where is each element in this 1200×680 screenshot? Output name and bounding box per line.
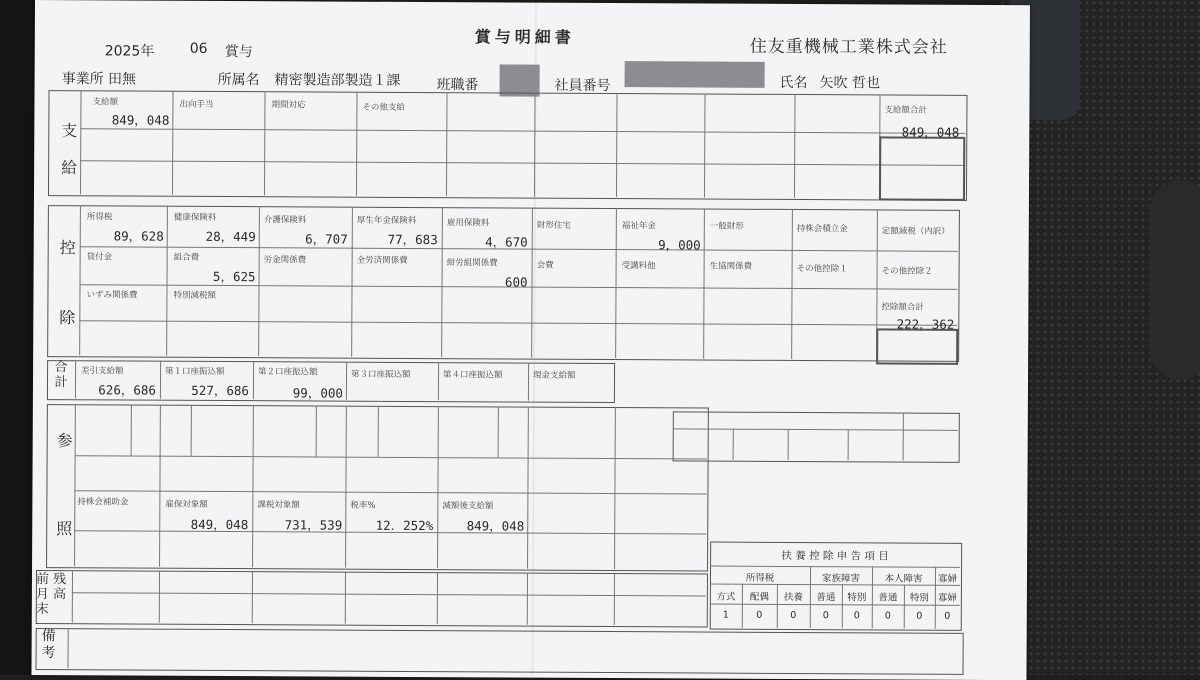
label-tax-reduction: 定額減税（内訳）: [881, 226, 950, 237]
label-account-4: 第４口座振込額: [443, 370, 503, 381]
dependents-title: 扶 養 控 除 申 告 項 目: [781, 549, 889, 563]
deduction-heading-1: 控: [59, 238, 76, 258]
value-welfare-pension: 9，000: [658, 237, 701, 253]
value-deduction-total: 222，362: [896, 316, 955, 332]
redacted-employee-number: [625, 61, 765, 88]
team-label: 班職番: [436, 77, 479, 94]
label-pension: 厚生年金保険料: [356, 215, 417, 226]
totals-heading: 合 計: [54, 360, 68, 391]
label-membership: 会費: [536, 260, 554, 271]
office: 事業所 田無: [61, 71, 137, 88]
payslip-document: [31, 0, 1030, 680]
label-other-deduction-1: その他控除１: [796, 263, 848, 275]
month: 06: [189, 40, 208, 57]
value-employment-insurance: 4，670: [485, 234, 528, 250]
dep-group-income-tax: 所得税: [745, 572, 775, 584]
value-pay-amount: 849，048: [111, 112, 170, 128]
label-housing-savings: 財形住宅: [536, 220, 571, 231]
dep-val-dependent: 0: [790, 609, 797, 621]
dep-val-widow: 0: [944, 610, 951, 622]
label-loan: 貸付金: [86, 252, 113, 263]
name-label: 氏名: [779, 74, 808, 92]
value-income-tax: 89，628: [113, 228, 164, 244]
label-account-3: 第３口座振込額: [351, 369, 411, 380]
label-other-pay: その他支給: [362, 102, 405, 113]
deduction-heading-2: 除: [59, 308, 76, 328]
label-stock-subsidy: 持株会補助金: [77, 497, 129, 508]
department: 精密製造部製造１課: [274, 72, 401, 89]
dep-val-method: 1: [722, 609, 729, 621]
payment-total-box: [879, 136, 965, 200]
reference-heading-2: 照: [56, 519, 73, 539]
bonus-type: 賞与: [224, 43, 253, 61]
label-care-insurance: 介護保険料: [263, 215, 307, 226]
dep-col-widow: 寡婦: [937, 592, 957, 604]
company-name: 住友重機械工業株式会社: [749, 36, 948, 58]
dep-col-family-special: 特別: [847, 592, 867, 604]
label-taxable-amount: 課税対象額: [257, 500, 300, 511]
label-account-1: 第１口座振込額: [165, 366, 225, 377]
value-pension: 77，683: [387, 231, 438, 248]
remarks-section: [35, 628, 963, 675]
reference-heading-1: 参: [56, 431, 73, 451]
background-object: [1150, 180, 1200, 380]
label-labor-bank: 労金関係費: [263, 255, 307, 266]
dep-val-family-special: 0: [853, 610, 860, 622]
label-period: 期間対応: [271, 100, 306, 111]
dep-col-self-normal: 普通: [878, 592, 898, 604]
payment-heading-2: 給: [61, 158, 78, 178]
deduction-total-box: [876, 328, 958, 364]
dep-col-dependent: 扶養: [783, 591, 803, 604]
label-employment-base: 雇保対象額: [165, 499, 208, 510]
value-taxable-amount: 731，539: [284, 517, 343, 533]
label-coop: 生協関係費: [709, 261, 753, 272]
dep-group-self-disability: 本人障害: [884, 573, 923, 585]
dep-val-family-normal: 0: [822, 610, 829, 622]
value-care-insurance: 6，707: [305, 231, 348, 247]
remarks-heading: 備 考: [41, 628, 56, 662]
value-tax-rate: 12．252%: [375, 517, 434, 534]
label-stock-fund: 持株会積立金: [796, 223, 848, 235]
label-net-pay: 差引支給額: [81, 366, 124, 377]
label-cash-pay: 現金支給額: [533, 370, 576, 381]
employee-label: 社員番号: [554, 77, 611, 95]
label-mutual-aid: 全労済関係費: [356, 255, 408, 266]
label-other-deduction-2: その他控除２: [881, 266, 933, 277]
label-deduction-total: 控除額合計: [881, 302, 924, 313]
label-secondment: 出向手当: [179, 99, 214, 110]
dep-val-self-special: 0: [916, 610, 923, 622]
payment-heading-1: 支: [61, 121, 78, 141]
dep-col-self-special: 特別: [909, 592, 929, 604]
value-union-fee: 5，625: [212, 268, 256, 285]
balance-section: [36, 570, 708, 628]
employee-name: 矢吹 哲也: [819, 75, 881, 92]
label-special-reduction: 特別減税額: [173, 290, 216, 301]
label-izumi: いずみ関係費: [86, 290, 138, 301]
label-account-2: 第２口座振込額: [258, 367, 318, 378]
label-payment-total: 支給額合計: [884, 105, 927, 116]
dept-label: 所属名: [217, 71, 260, 89]
label-employment-insurance: 雇用保険料: [446, 218, 490, 229]
dep-val-spouse: 0: [756, 609, 763, 621]
label-union-related: 紺労組関係費: [446, 258, 498, 269]
label-union-fee: 組合費: [173, 252, 200, 263]
label-welfare-pension: 福祉年金: [621, 221, 656, 232]
value-payment-total: 849，048: [901, 124, 960, 140]
value-employment-base: 849，048: [190, 516, 249, 533]
year: 2025年: [104, 43, 155, 60]
dep-col-method: 方式: [716, 591, 736, 603]
label-tax-rate: 税率%: [350, 500, 376, 511]
value-reduced-pay: 849，048: [466, 518, 525, 534]
value-account-1: 527，686: [191, 382, 249, 399]
value-net-pay: 626，686: [98, 382, 156, 398]
label-income-tax: 所得税: [86, 212, 113, 223]
reference-grid-right: [673, 411, 960, 463]
dep-group-family-disability: 家族障害: [821, 573, 861, 585]
dep-val-self-normal: 0: [884, 610, 891, 622]
label-reduced-pay: 減額後支給額: [442, 501, 494, 512]
label-health-insurance: 健康保険料: [173, 212, 217, 223]
document-title: 賞与明細書: [474, 27, 575, 47]
dep-group-widow: 寡婦: [937, 573, 958, 585]
balance-heading: 前 残 月 高 末: [35, 572, 67, 618]
label-pay-amount: 支給額: [92, 97, 119, 108]
value-account-2: 99，000: [292, 385, 343, 401]
dep-col-family-normal: 普通: [816, 592, 836, 604]
value-health-insurance: 28，449: [205, 228, 256, 245]
value-union-related: 600: [504, 274, 528, 290]
label-tuition: 受講料他: [621, 261, 656, 272]
dep-col-spouse: 配偶: [749, 591, 769, 603]
label-general-savings: 一般財形: [709, 221, 744, 232]
